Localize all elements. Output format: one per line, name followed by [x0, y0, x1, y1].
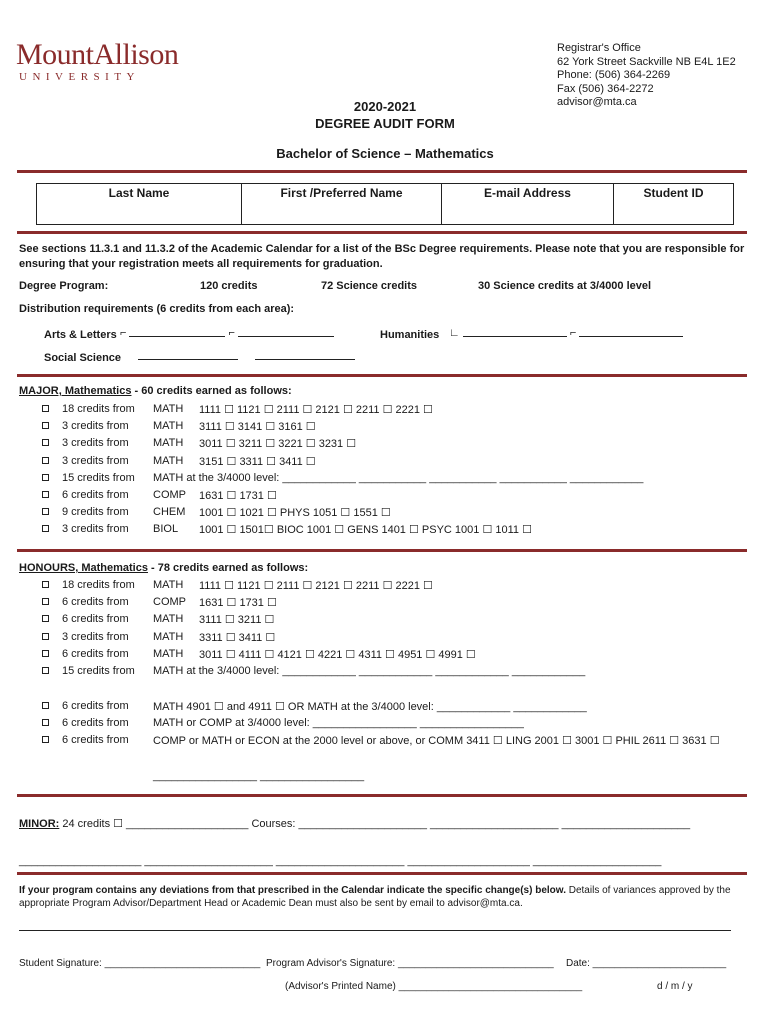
deviation-bold: If your program contains any deviations from that prescribed in the Calendar indicate the specific change(s) below.: [19, 885, 566, 896]
requirement-courses[interactable]: 1001 ☐ 1021 ☐ PHYS 1051 ☐ 1551 ☐: [199, 507, 391, 520]
divider: [17, 231, 747, 234]
requirement-courses[interactable]: 3311 ☐ 3411 ☐: [199, 631, 276, 644]
requirement-credits: 3 credits from: [62, 420, 129, 433]
degree-program-label: Degree Program:: [19, 280, 109, 292]
requirement-subject: MATH: [153, 454, 184, 467]
requirement-credits: 18 credits from: [62, 403, 135, 415]
university-logo: MountAllison: [16, 38, 179, 71]
form-title: DEGREE AUDIT FORM: [315, 116, 455, 131]
requirement-credits: 6 credits from: [62, 596, 129, 609]
requirement-checkbox[interactable]: [40, 507, 51, 519]
requirement-subject: CHEM: [153, 506, 186, 519]
last-name-field[interactable]: [37, 184, 242, 224]
social-science-label: Social Science: [44, 352, 122, 364]
major-heading-title: MAJOR, Mathematics: [19, 385, 132, 397]
last-name-label: Last Name: [108, 186, 170, 200]
humanities-lines[interactable]: ∟ ⌐: [449, 327, 683, 339]
minor-row: [19, 817, 690, 830]
registrar-address: 62 York Street Sackville NB E4L 1E2: [557, 55, 736, 68]
major-heading-rest: - 60 credits earned as follows:: [131, 385, 292, 397]
social-science-lines[interactable]: [138, 350, 355, 362]
student-id-field[interactable]: [614, 184, 733, 224]
honours-heading-title: HONOURS, Mathematics: [19, 562, 148, 574]
requirement-courses[interactable]: 3111 ☐ 3211 ☐: [199, 614, 275, 627]
student-signature[interactable]: Student Signature: ____________________________: [19, 958, 261, 969]
requirement-courses[interactable]: 3011 ☐ 3211 ☐ 3221 ☐ 3231 ☐: [199, 438, 357, 451]
requirement-checkbox[interactable]: [40, 404, 51, 416]
student-id-label: Student ID: [643, 186, 704, 200]
divider: [17, 794, 747, 797]
requirement-courses[interactable]: COMP or MATH or ECON at the 2000 level or above, or COMM 3411 ☐ LING 2001 ☐ 3001 ☐ PHIL 2611 ☐ 3631 ☐: [153, 735, 720, 748]
requirement-checkbox[interactable]: [40, 438, 51, 450]
requirement-credits: 18 credits from: [62, 579, 135, 591]
requirement-subject: BIOL: [153, 523, 179, 536]
registrar-fax: Fax (506) 364-2272: [557, 82, 654, 95]
requirement-subject: MATH: [153, 437, 184, 450]
email-label: E-mail Address: [484, 186, 571, 200]
divider: [17, 872, 747, 875]
requirement-courses[interactable]: 3111 ☐ 3141 ☐ 3161 ☐: [199, 421, 316, 434]
requirement-credits: 15 credits from: [62, 471, 135, 484]
registrar-office: Registrar's Office: [557, 42, 641, 54]
registrar-phone: Phone: (506) 364-2269: [557, 69, 671, 81]
requirement-credits: 6 credits from: [62, 613, 129, 626]
honours-heading: [19, 562, 308, 574]
student-identity-box: [36, 183, 734, 225]
major-heading: [19, 385, 292, 397]
arts-letters-label: Arts & Letters: [44, 329, 117, 341]
requirement-courses[interactable]: 1631 ☐ 1731 ☐: [199, 597, 277, 610]
divider: [17, 170, 747, 173]
date-format-hint: d / m / y: [657, 981, 693, 992]
requirement-subject: COMP: [153, 489, 186, 501]
requirement-checkbox[interactable]: [40, 614, 51, 626]
form-year: 2020-2021: [353, 99, 417, 114]
first-name-field[interactable]: [242, 184, 442, 224]
requirement-checkbox[interactable]: [40, 718, 51, 730]
requirement-credits: 3 credits from: [62, 437, 129, 450]
requirement-subject: MATH: [153, 613, 184, 626]
distribution-heading: Distribution requirements (6 credits from each area):: [19, 303, 295, 315]
requirement-checkbox[interactable]: [40, 421, 51, 433]
humanities-label: Humanities: [380, 329, 440, 341]
minor-credits[interactable]: 24 credits ☐ ____________________ Courses: _____________________ _____________________ _____________________: [59, 818, 691, 830]
requirement-credits: 6 credits from: [62, 647, 129, 660]
requirement-subject: MATH: [153, 420, 184, 433]
requirement-checkbox[interactable]: [40, 580, 51, 592]
minor-line-2[interactable]: ____________________ _____________________ _____________________ ____________________ _____________________: [19, 855, 662, 867]
requirement-courses[interactable]: MATH 4901 ☐ and 4911 ☐ OR MATH at the 3/4000 level: ____________ ____________: [153, 701, 587, 713]
deviation-notice: [19, 884, 749, 910]
honours-heading-rest: - 78 credits earned as follows:: [147, 562, 309, 574]
requirement-credits: 6 credits from: [62, 734, 129, 747]
advisor-signature[interactable]: Program Advisor's Signature: ____________________________: [266, 958, 554, 969]
email-field[interactable]: [442, 184, 614, 224]
requirement-subject: MATH: [153, 647, 184, 660]
calendar-notice: See sections 11.3.1 and 11.3.2 of the Academic Calendar for a list of the BSc Degree requirements. Please note that you are responsible for ensuring that your registration meets all requirements for graduation.: [19, 243, 745, 270]
requirement-courses[interactable]: 1111 ☐ 1121 ☐ 2111 ☐ 2121 ☐ 2211 ☐ 2221 ☐: [199, 580, 433, 592]
requirement-credits: 6 credits from: [62, 700, 129, 712]
requirement-subject: MATH at the 3/4000 level: ____________ ____________ ____________ ____________: [153, 665, 586, 677]
requirement-courses[interactable]: 1001 ☐ 1501☐ BIOC 1001 ☐ GENS 1401 ☐ PSYC 1001 ☐ 1011 ☐: [199, 524, 532, 537]
requirement-subject: COMP: [153, 596, 186, 609]
requirement-subject: MATH: [153, 630, 184, 643]
upper-level-credits: 30 Science credits at 3/4000 level: [478, 280, 652, 292]
requirement-checkbox[interactable]: [40, 735, 51, 747]
arts-letters-lines[interactable]: ⌐ ⌐: [120, 327, 334, 339]
divider: [17, 374, 747, 377]
degree-title: Bachelor of Science – Mathematics: [276, 146, 494, 161]
requirement-courses[interactable]: 3151 ☐ 3311 ☐ 3411 ☐: [199, 455, 316, 468]
requirement-credits: 6 credits from: [62, 717, 129, 730]
requirement-checkbox[interactable]: [40, 524, 51, 536]
requirement-subject: MATH at the 3/4000 level: ____________ ___________ ___________ ___________ ____________: [153, 471, 644, 484]
requirement-checkbox[interactable]: [40, 597, 51, 609]
requirement-courses[interactable]: 3011 ☐ 4111 ☐ 4121 ☐ 4221 ☐ 4311 ☐ 4951 ☐ 4991 ☐: [199, 648, 476, 661]
first-name-label: First /Preferred Name: [280, 186, 403, 200]
requirement-checkbox[interactable]: [40, 473, 51, 485]
minor-label: MINOR:: [19, 818, 60, 830]
requirement-checkbox[interactable]: [40, 456, 51, 468]
requirement-checkbox[interactable]: [40, 649, 51, 661]
honours-trailing-lines[interactable]: _________________ _________________: [153, 770, 365, 782]
divider: [17, 549, 747, 552]
degree-credits: 120 credits: [200, 280, 258, 292]
requirement-courses[interactable]: 1631 ☐ 1731 ☐: [199, 490, 277, 502]
requirement-credits: 6 credits from: [62, 489, 129, 501]
requirement-credits: 9 credits from: [62, 506, 129, 519]
deviation-rest: Details of variances approved by the appropriate Program Advisor/Department Head or Academic Dean must also be sent by email to advisor@mta.ca.: [19, 885, 731, 909]
registrar-email: advisor@mta.ca: [557, 96, 637, 108]
requirement-checkbox[interactable]: [40, 490, 51, 502]
requirement-credits: 15 credits from: [62, 665, 135, 677]
date-field[interactable]: Date: ________________________: [566, 958, 727, 969]
advisor-printed-name[interactable]: (Advisor's Printed Name) _________________________________: [285, 981, 583, 992]
requirement-credits: 3 credits from: [62, 454, 129, 467]
requirement-credits: 3 credits from: [62, 630, 129, 643]
requirement-subject: MATH: [153, 403, 184, 415]
requirement-checkbox[interactable]: [40, 701, 51, 713]
deviation-line[interactable]: [19, 930, 731, 931]
university-logo-sub: UNIVERSITY: [19, 71, 140, 83]
requirement-checkbox[interactable]: [40, 666, 51, 678]
requirement-subject: MATH: [153, 579, 184, 591]
requirement-courses[interactable]: MATH or COMP at 3/4000 level: _________________ _________________: [153, 717, 524, 730]
science-credits: 72 Science credits: [321, 280, 418, 292]
requirement-credits: 3 credits from: [62, 523, 129, 536]
requirement-courses[interactable]: 1111 ☐ 1121 ☐ 2111 ☐ 2121 ☐ 2211 ☐ 2221 ☐: [199, 404, 433, 416]
requirement-checkbox[interactable]: [40, 632, 51, 644]
